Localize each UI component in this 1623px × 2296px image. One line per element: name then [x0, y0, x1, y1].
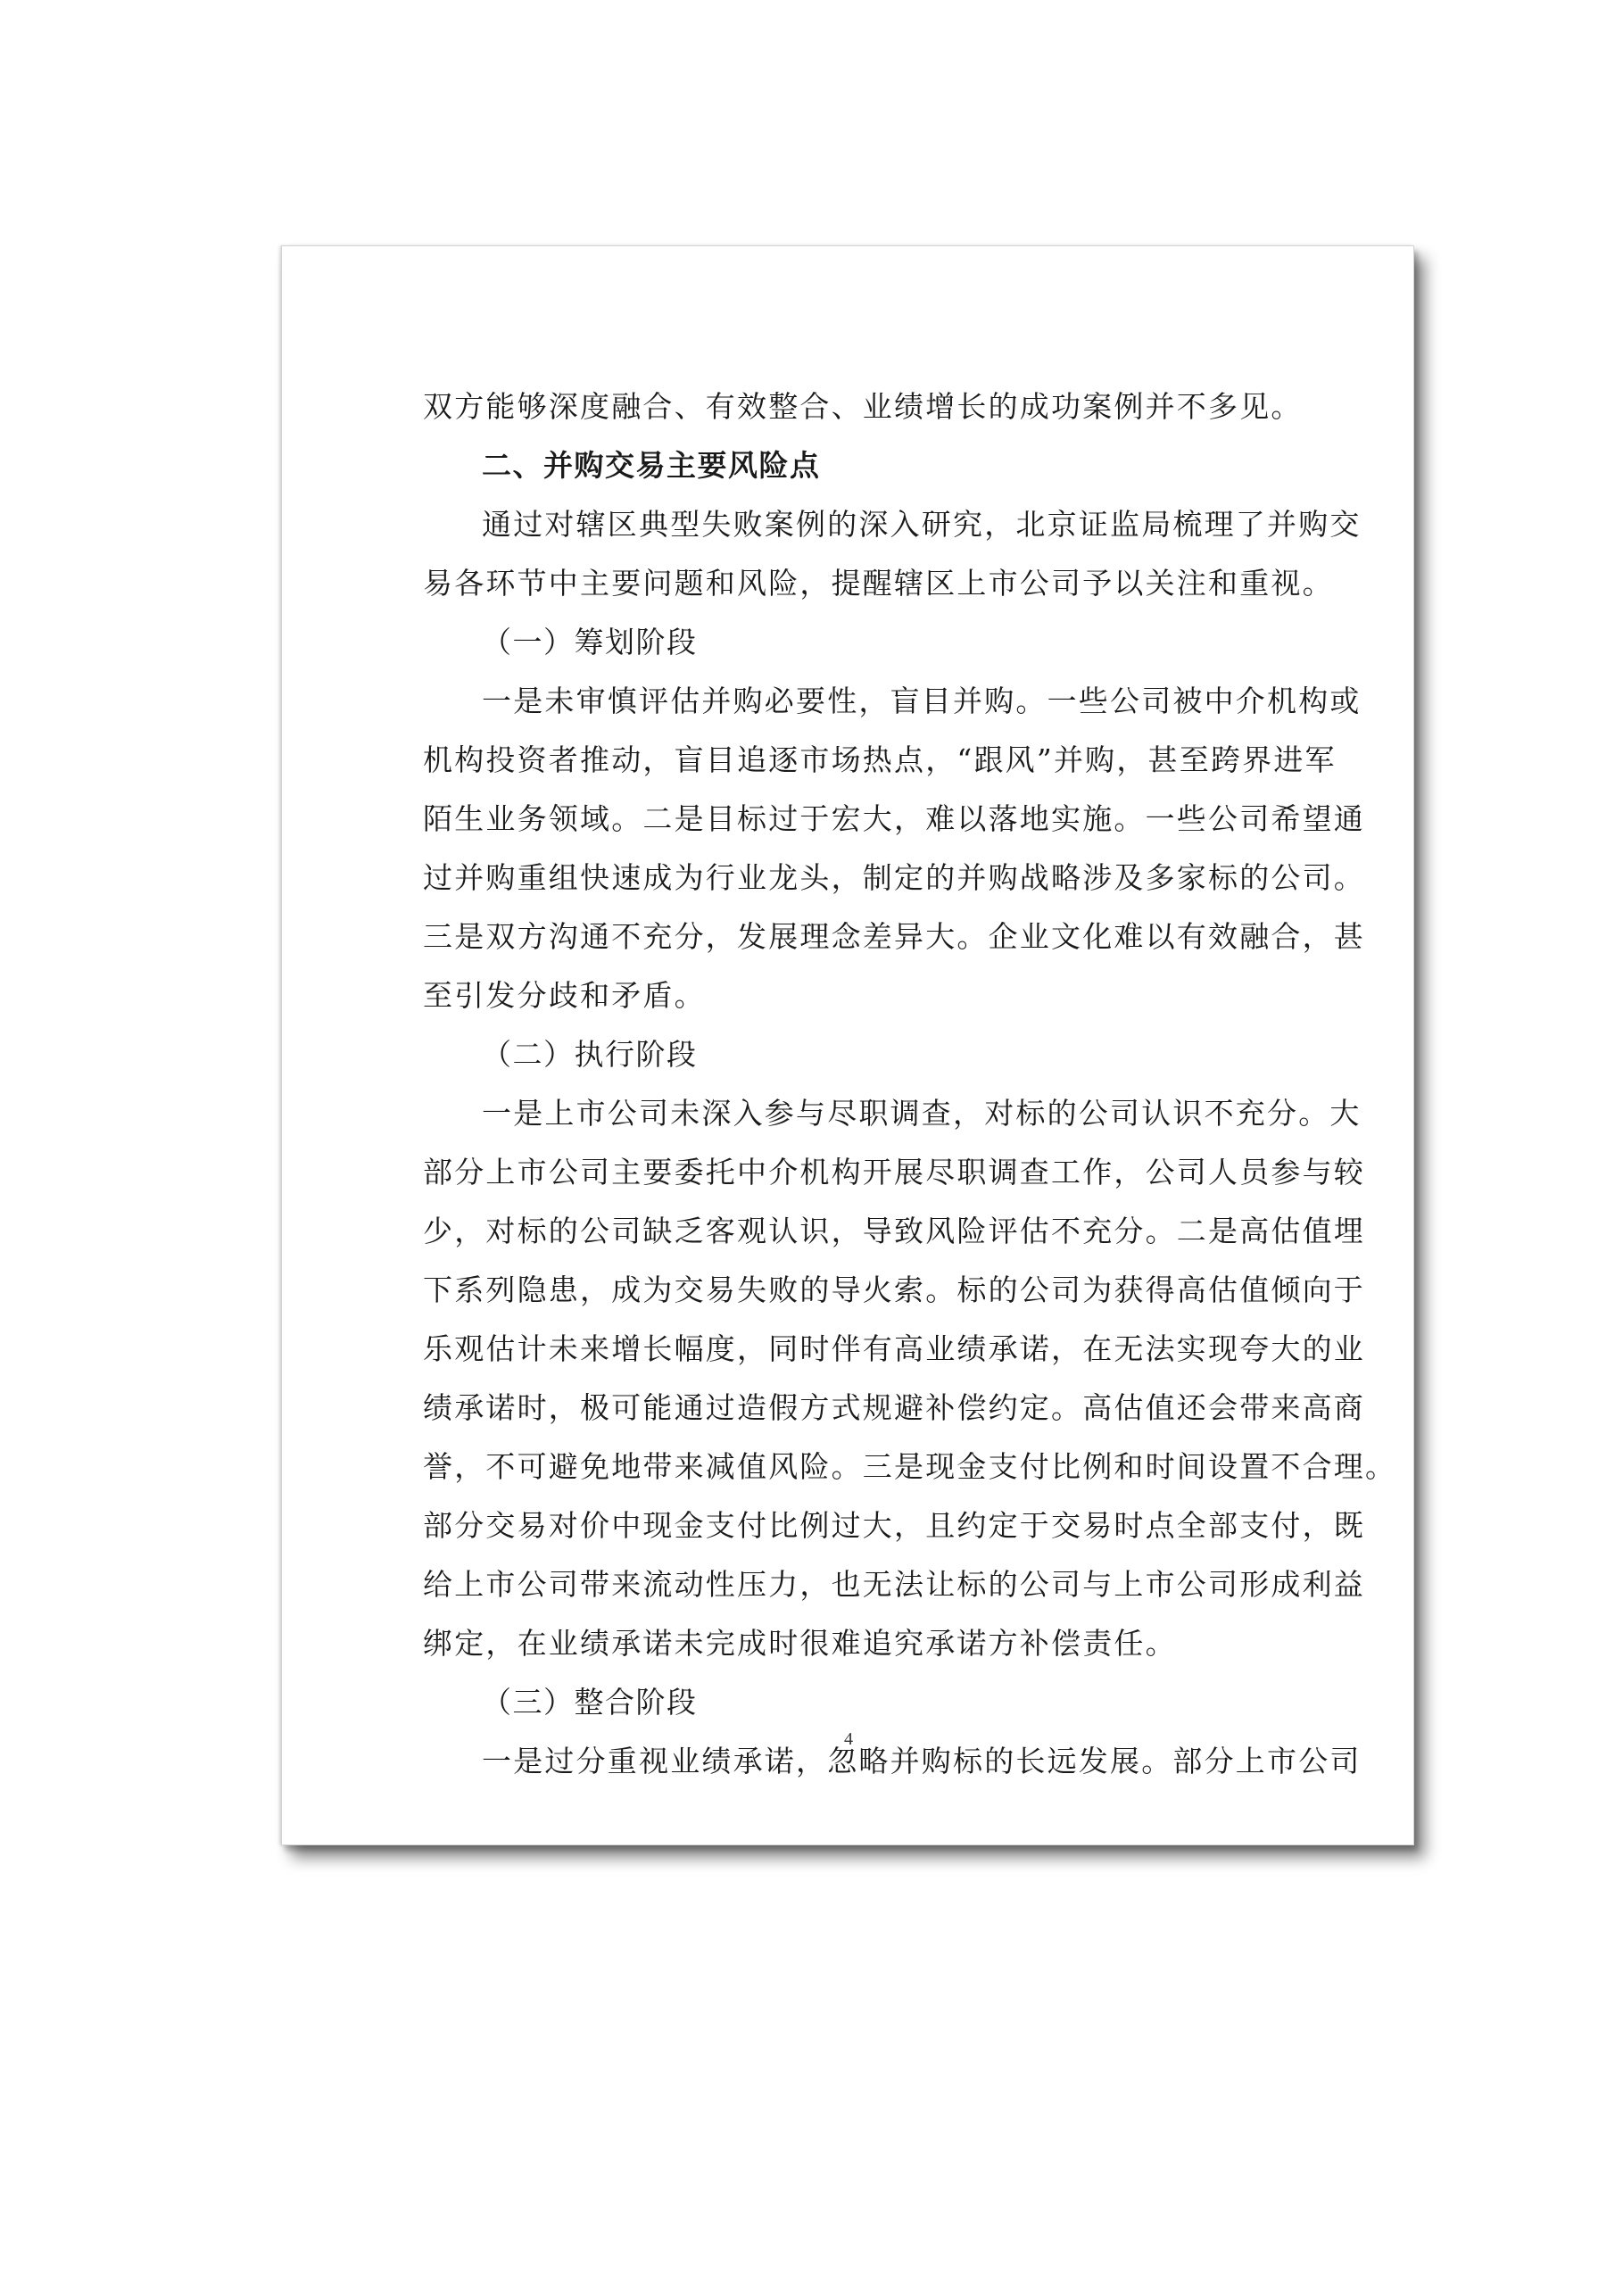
paragraph-line: 绩承诺时，极可能通过造假方式规避补偿约定。高估值还会带来高商: [423, 1390, 1365, 1425]
paragraph-line: 一是过分重视业绩承诺，忽略并购标的长远发展。部分上市公司: [482, 1744, 1362, 1778]
subsection-heading: （三）整合阶段: [482, 1685, 698, 1720]
paragraph-line: 通过对辖区典型失败案例的深入研究，北京证监局梳理了并购交: [482, 507, 1362, 542]
paragraph-line: 易各环节中主要问题和风险，提醒辖区上市公司予以关注和重视。: [423, 566, 1334, 601]
paragraph-line: 一是上市公司未深入参与尽职调查，对标的公司认识不充分。大: [482, 1096, 1362, 1131]
paragraph-line: 部分上市公司主要委托中介机构开展尽职调查工作，公司人员参与较: [423, 1155, 1365, 1189]
paragraph-line: 机构投资者推动，盲目追逐市场热点，“跟风”并购，甚至跨界进军: [423, 742, 1337, 777]
paragraph-line: 给上市公司带来流动性压力，也无法让标的公司与上市公司形成利益: [423, 1567, 1365, 1602]
subsection-heading: （二）执行阶段: [482, 1037, 698, 1072]
paragraph-line: 一是未审慎评估并购必要性，盲目并购。一些公司被中介机构或: [482, 684, 1362, 718]
paragraph-line: 至引发分歧和矛盾。: [423, 978, 706, 1013]
paragraph-line: 部分交易对价中现金支付比例过大，且约定于交易时点全部支付，既: [423, 1508, 1365, 1543]
paragraph-line: 双方能够深度融合、有效整合、业绩增长的成功案例并不多见。: [423, 389, 1303, 424]
paragraph-line: 少，对标的公司缺乏客观认识，导致风险评估不充分。二是高估值埋: [423, 1214, 1365, 1248]
paragraph-line: 绑定，在业绩承诺未完成时很难追究承诺方补偿责任。: [423, 1626, 1177, 1661]
subsection-heading: （一）筹划阶段: [482, 625, 698, 659]
paragraph-line: 乐观估计未来增长幅度，同时伴有高业绩承诺，在无法实现夸大的业: [423, 1331, 1365, 1366]
page-number: 4: [844, 1729, 853, 1749]
paragraph-line: 誉，不可避免地带来减值风险。三是现金支付比例和时间设置不合理。: [423, 1449, 1397, 1484]
document-page: [281, 245, 1414, 1845]
paragraph-line: 下系列隐患，成为交易失败的导火索。标的公司为获得高估值倾向于: [423, 1272, 1365, 1307]
paragraph-line: 过并购重组快速成为行业龙头，制定的并购战略涉及多家标的公司。: [423, 860, 1365, 895]
paragraph-line: 陌生业务领域。二是目标过于宏大，难以落地实施。一些公司希望通: [423, 801, 1365, 836]
section-heading: 二、并购交易主要风险点: [482, 448, 821, 483]
paragraph-line: 三是双方沟通不充分，发展理念差异大。企业文化难以有效融合，甚: [423, 919, 1365, 954]
